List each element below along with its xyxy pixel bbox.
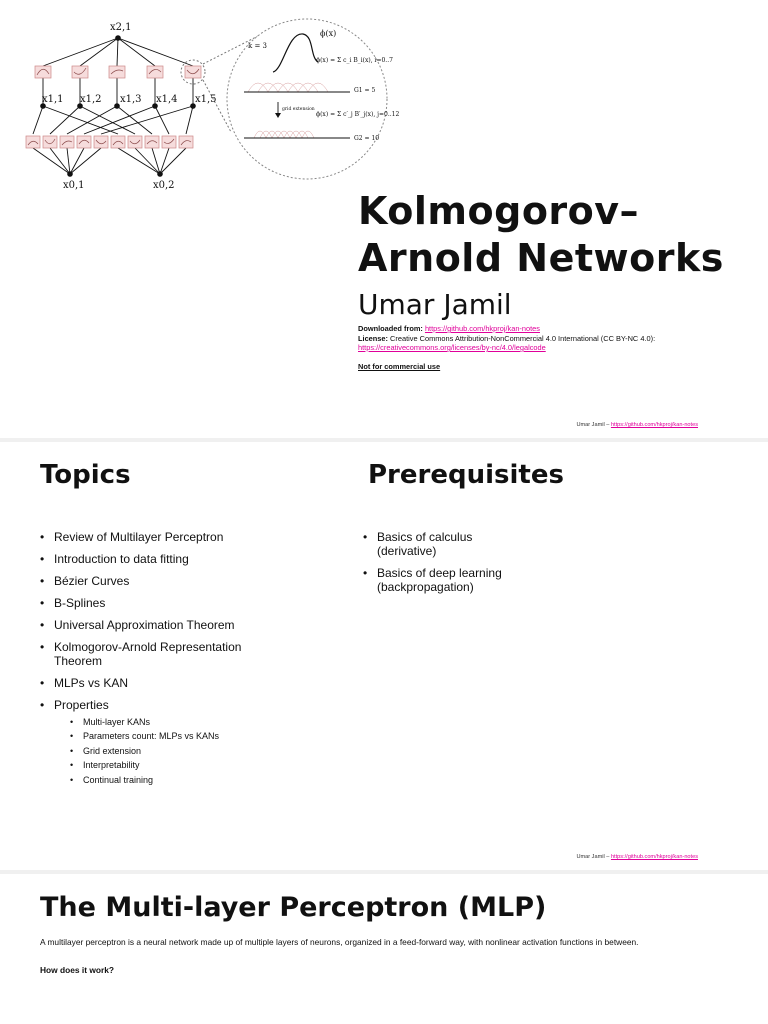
list-item: • Basics of deep learning (backpropagation): [363, 566, 533, 594]
equation-2: ϕ(x) = Σ c′_j B′_j(x), j=0..12: [316, 111, 400, 118]
list-item: [40, 698, 280, 785]
grid-label-2: G2 = 10: [354, 135, 380, 142]
list-item: • Bézier Curves: [40, 574, 280, 588]
title-line-2: Arnold Networks: [358, 236, 724, 280]
license-link[interactable]: https://creativecommons.org/licenses/by-nc/4.0/legalcode: [358, 343, 546, 352]
list-item: • Basics of calculus (derivative): [363, 530, 533, 558]
node-top-label: x2,1: [110, 22, 132, 33]
footer: [576, 422, 698, 428]
network-edges: [33, 38, 193, 174]
slide-title: [0, 0, 768, 438]
hidden-node-label: x1,3: [120, 94, 142, 105]
equation-1: ϕ(x) = Σ c_i B_i(x), i=0..7: [316, 57, 393, 64]
network-nodes: [40, 35, 196, 177]
footer-author: Umar Jamil –: [576, 422, 611, 428]
hidden-node-label: x1,5: [195, 94, 217, 105]
hidden-node-label: x1,1: [42, 94, 64, 105]
list-item: • Kolmogorov-Arnold Representation Theorem: [40, 640, 280, 668]
list-item: • Multi-layer KANs: [70, 717, 280, 727]
list-item: • Grid extension: [70, 746, 280, 756]
mlp-question: How does it work?: [40, 965, 114, 975]
mlp-description: A multilayer perceptron is a neural network made up of multiple layers of neurons, organized in a feed-forward way, with nonlinear activation functions in between.: [40, 937, 639, 947]
presentation-title: [358, 188, 724, 282]
downloaded-link[interactable]: https://github.com/hkproj/kan-notes: [424, 324, 540, 333]
list-item: • Continual training: [70, 775, 280, 785]
footer: [576, 854, 698, 860]
slide-topics: [0, 442, 768, 870]
not-commercial-notice: Not for commercial use: [358, 361, 441, 371]
phi-label: ϕ(x): [320, 29, 337, 38]
downloaded-label: Downloaded from:: [358, 324, 425, 333]
license-block: [358, 324, 758, 371]
input-node-label: x0,2: [153, 180, 175, 191]
hidden-node-label: x1,4: [156, 94, 178, 105]
list-item: • Interpretability: [70, 760, 280, 770]
list-item: • Review of Multilayer Perceptron: [40, 530, 280, 544]
prerequisites-heading: Prerequisites: [368, 460, 564, 490]
input-node-label: x0,1: [63, 180, 85, 191]
properties-sublist: [54, 717, 280, 785]
license-text: Creative Commons Attribution-NonCommercial 4.0 International (CC BY-NC 4.0):: [390, 333, 656, 343]
topics-heading: Topics: [40, 460, 131, 490]
k-label: k = 3: [248, 42, 268, 50]
prerequisites-list: [363, 530, 533, 602]
list-item: • Parameters count: MLPs vs KANs: [70, 731, 280, 741]
footer-link[interactable]: https://github.com/hkproj/kan-notes: [610, 854, 698, 860]
author-name: Umar Jamil: [358, 288, 512, 321]
topics-list: [40, 530, 280, 793]
list-item: • Introduction to data fitting: [40, 552, 280, 566]
slide-mlp: [0, 874, 768, 1024]
footer-author: Umar Jamil –: [576, 854, 611, 860]
activation-boxes: [26, 66, 201, 148]
footer-link[interactable]: https://github.com/hkproj/kan-notes: [610, 422, 698, 428]
list-item: • B-Splines: [40, 596, 280, 610]
title-line-1: Kolmogorov–: [358, 189, 640, 233]
mlp-title: The Multi-layer Perceptron (MLP): [40, 892, 547, 923]
properties-label: Properties: [54, 698, 109, 712]
grid-label-1: G1 = 5: [354, 87, 376, 94]
list-item: • MLPs vs KAN: [40, 676, 280, 690]
kan-diagram-figure: [18, 12, 418, 217]
list-item: • Universal Approximation Theorem: [40, 618, 280, 632]
license-label: License:: [358, 333, 391, 343]
hidden-node-label: x1,2: [80, 94, 102, 105]
grid-extension-label: grid extension: [282, 107, 315, 112]
